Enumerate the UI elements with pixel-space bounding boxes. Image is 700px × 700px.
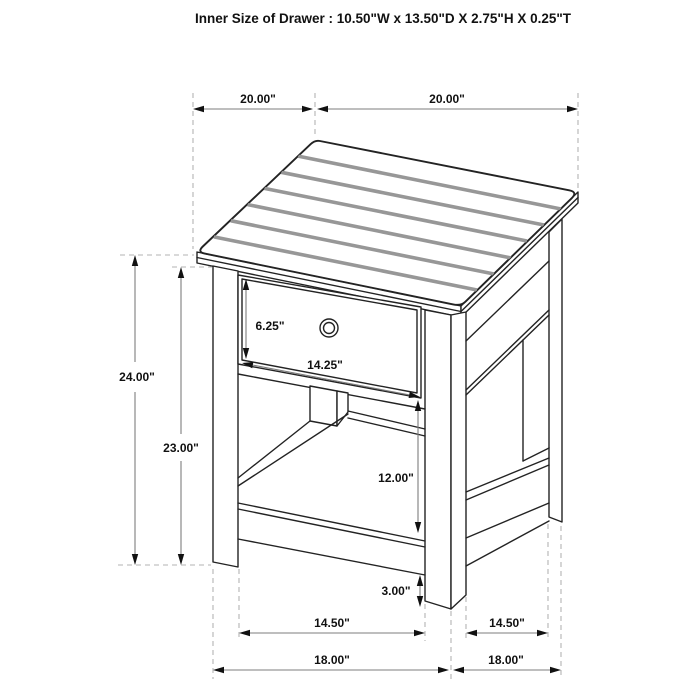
dim-top-depth: 20.00" (240, 92, 276, 106)
right-side-panel (466, 261, 549, 566)
dim-top-width: 20.00" (429, 92, 465, 106)
dim-overall-height: 24.00" (119, 370, 155, 384)
back-leg (310, 386, 348, 426)
dim-drawer-face-width: 14.25" (307, 358, 343, 372)
dim-front-leg-gap: 14.50" (314, 616, 350, 630)
left-leg (213, 266, 238, 567)
dim-side-leg-gap: 14.50" (489, 616, 525, 630)
dim-drawer-face-height: 6.25" (255, 319, 285, 333)
dim-shelf-to-floor: 3.00" (381, 584, 411, 598)
drawer-inner-size-title: Inner Size of Drawer : 10.50"W x 13.50"D X 2.75"H X 0.25"T (194, 11, 572, 26)
shelf-front-apron (238, 503, 425, 575)
dim-drawer-to-shelf: 12.00" (378, 471, 414, 485)
table-drawing (197, 141, 578, 609)
dim-underside-height: 23.00" (163, 441, 199, 455)
front-leg (425, 310, 466, 609)
dim-front-base-width: 18.00" (314, 653, 350, 667)
dim-side-base-depth: 18.00" (488, 653, 524, 667)
right-leg (549, 219, 562, 522)
